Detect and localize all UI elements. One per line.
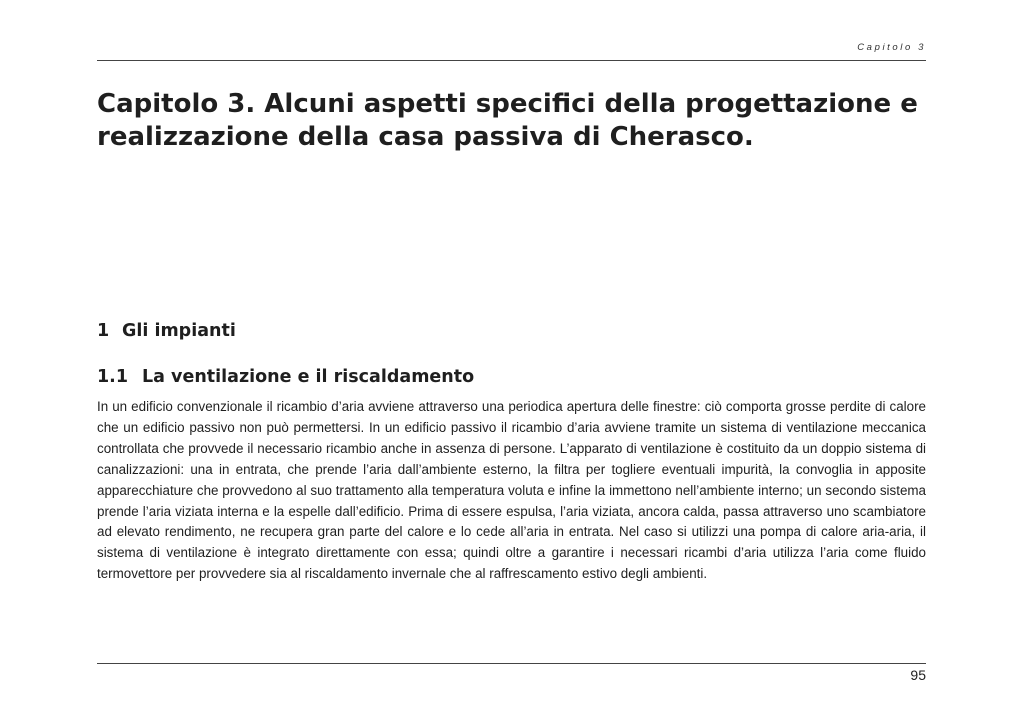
section-number: 1 [97,321,110,341]
page-number: 95 [910,667,926,683]
footer-rule [97,663,926,664]
section-heading [97,320,236,342]
section-title: Gli impianti [122,321,236,341]
chapter-title: Capitolo 3. Alcuni aspetti specifici della progettazione e realizzazione della casa passiva di Cherasco. [97,89,918,152]
subsection-title: La ventilazione e il riscaldamento [142,367,475,387]
subsection-number: 1.1 [97,367,129,387]
running-header: Capitolo 3 [857,42,926,53]
subsection-heading [97,366,474,388]
header-rule [97,60,926,61]
body-paragraph: In un edificio convenzionale il ricambio d’aria avviene attraverso una periodica apertura delle finestre: ciò comporta grosse perdite di calore che un edificio passivo non può permettersi. In un edificio passivo il ricambio d’aria avviene tramite un sistema di ventilazione meccanica controllata che provvede il necessario ricambio anche in assenza di persone. L’apparato di ventilazione è costituito da un doppio sistema di canalizzazioni: una in entrata, che prende l’aria dall’ambiente esterno, la filtra per togliere eventuali impurità, la convoglia in apposite apparecchiature che provvedono al suo trattamento alla temperatura voluta e infine la immettono nell’ambiente interno; un secondo sistema prende l’aria viziata interna e la espelle dall’edificio. Prima di essere espulsa, l’aria viziata, ancora calda, passa attraverso uno scambiatore ad elevato rendimento, ne recupera gran parte del calore e lo cede all’aria in entrata. Nel caso si utilizzi una pompa di calore aria-aria, il sistema di ventilazione è integrato direttamente con essa; quindi oltre a garantire i necessari ricambi d’aria utilizza l’aria come fluido termovettore per provvedere sia al riscaldamento invernale che al raffrescamento estivo degli ambienti. [97,399,926,582]
